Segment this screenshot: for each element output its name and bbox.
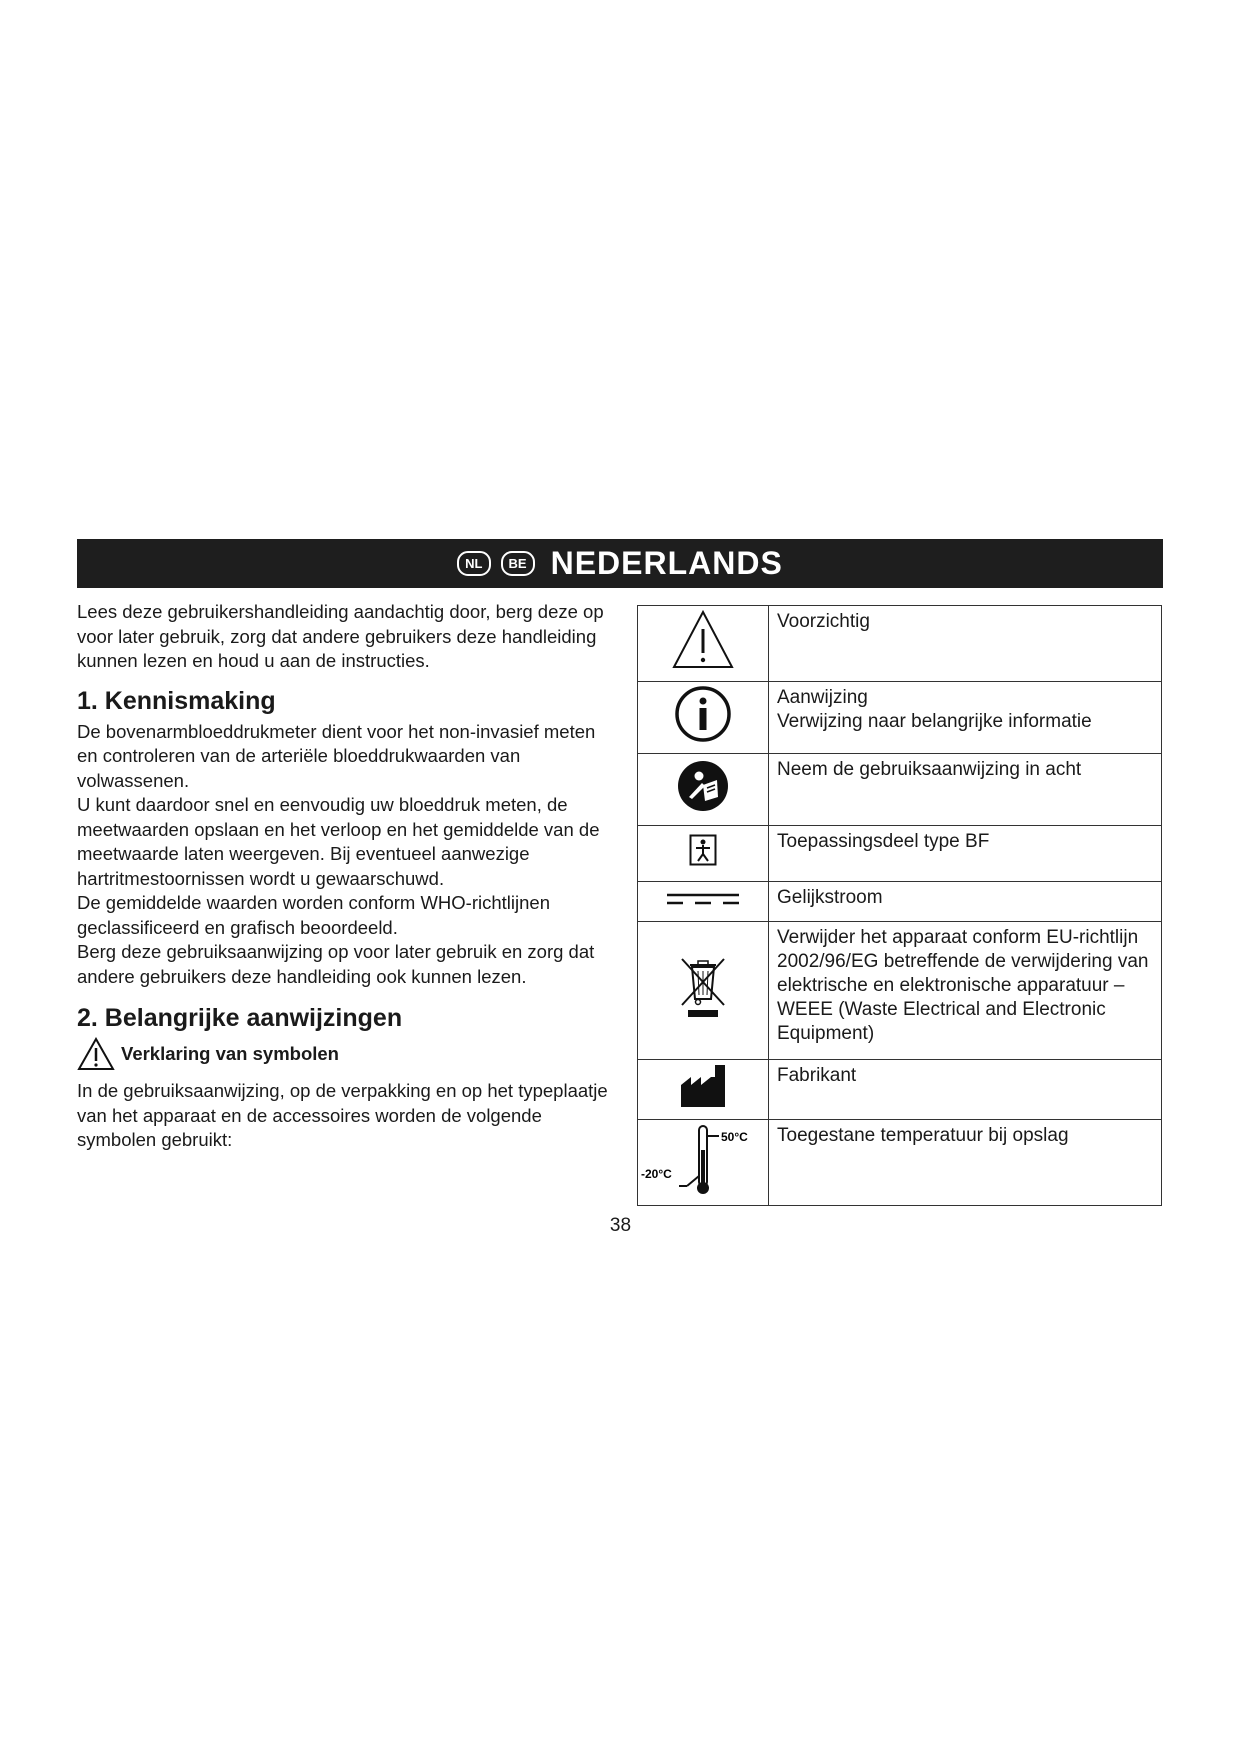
section-1-paragraph-1: De bovenarmbloeddrukmeter dient voor het non-invasief meten en controleren van de arteriële bloeddrukwaarden van volwassenen. bbox=[77, 720, 596, 791]
page-number: 38 bbox=[609, 1215, 632, 1236]
direct-current-icon bbox=[665, 891, 741, 907]
temperature-max-label: 50°C bbox=[721, 1130, 748, 1144]
section-1-heading: 1. Kennismaking bbox=[77, 686, 276, 715]
symbol-description: Gelijkstroom bbox=[777, 887, 883, 908]
section-1-paragraph-2: U kunt daardoor snel en eenvoudig uw bloeddruk meten, de meetwaarden opslaan en het verloop en het gemiddelde van de meetwaarde laten weergeven. Bij eventueel aanwezige hartritmestoornissen wordt u gewaarschuwd. bbox=[77, 794, 600, 889]
symbol-row bbox=[638, 922, 1162, 1060]
symbols-table bbox=[637, 605, 1162, 1206]
symbol-row bbox=[638, 882, 1162, 922]
temperature-limit-icon bbox=[639, 1120, 767, 1198]
symbol-row bbox=[638, 754, 1162, 826]
symbol-description: Verwijzing naar belangrijke informatie bbox=[777, 711, 1092, 732]
symbol-row bbox=[638, 826, 1162, 882]
type-bf-icon bbox=[689, 834, 717, 866]
symbols-subheading-text: Verklaring van symbolen bbox=[121, 1042, 339, 1064]
symbol-description: Verwijder het apparaat conform EU-richtlijn 2002/96/EG betreffende de verwijdering van elektrische en elektronische apparatuur – WEEE (Waste Electrical and Electronic Equipment) bbox=[777, 927, 1149, 1044]
symbol-row bbox=[638, 1060, 1162, 1120]
symbol-row bbox=[638, 606, 1162, 682]
symbol-row bbox=[638, 682, 1162, 754]
warning-triangle-icon bbox=[77, 1037, 115, 1071]
section-2-paragraph: In de gebruiksaanwijzing, op de verpakking en op het typeplaatje van het apparaat en de accessoires worden de volgende symbolen gebruikt: bbox=[77, 1080, 608, 1150]
symbols-subheading bbox=[77, 1037, 612, 1071]
be-badge: BE bbox=[501, 551, 535, 576]
symbol-description: Aanwijzing bbox=[777, 687, 868, 708]
symbol-description: Toegestane temperatuur bij opslag bbox=[777, 1125, 1069, 1146]
symbol-description: Neem de gebruiksaanwijzing in acht bbox=[777, 759, 1082, 780]
section-1-paragraph-3: De gemiddelde waarden worden conform WHO-richtlijnen geclassificeerd en grafisch beoordeeld. bbox=[77, 892, 550, 938]
intro-paragraph: Lees deze gebruikershandleiding aandachtig door, berg deze op voor later gebruik, zorg dat andere gebruikers deze handleiding kunnen lezen en houd u aan de instructies. bbox=[77, 601, 604, 671]
read-manual-icon bbox=[676, 759, 730, 813]
section-2-heading: 2. Belangrijke aanwijzingen bbox=[77, 1004, 403, 1032]
weee-bin-icon bbox=[678, 955, 728, 1019]
banner-title: NEDERLANDS bbox=[550, 545, 783, 581]
symbol-row bbox=[638, 1120, 1162, 1206]
info-icon bbox=[674, 685, 732, 743]
language-banner bbox=[77, 539, 1163, 588]
symbol-description: Fabrikant bbox=[777, 1065, 857, 1086]
left-column bbox=[77, 600, 612, 1153]
manufacturer-icon bbox=[679, 1063, 727, 1109]
nl-badge: NL bbox=[457, 551, 490, 576]
warning-triangle-icon bbox=[671, 609, 735, 671]
symbol-description: Toepassingsdeel type BF bbox=[777, 831, 990, 852]
section-1-paragraph-4: Berg deze gebruiksaanwijzing op voor later gebruik en zorg dat andere gebruikers deze handleiding ook kunnen lezen. bbox=[77, 941, 595, 987]
temperature-min-label: -20°C bbox=[641, 1167, 672, 1181]
symbol-description: Voorzichtig bbox=[777, 611, 870, 632]
